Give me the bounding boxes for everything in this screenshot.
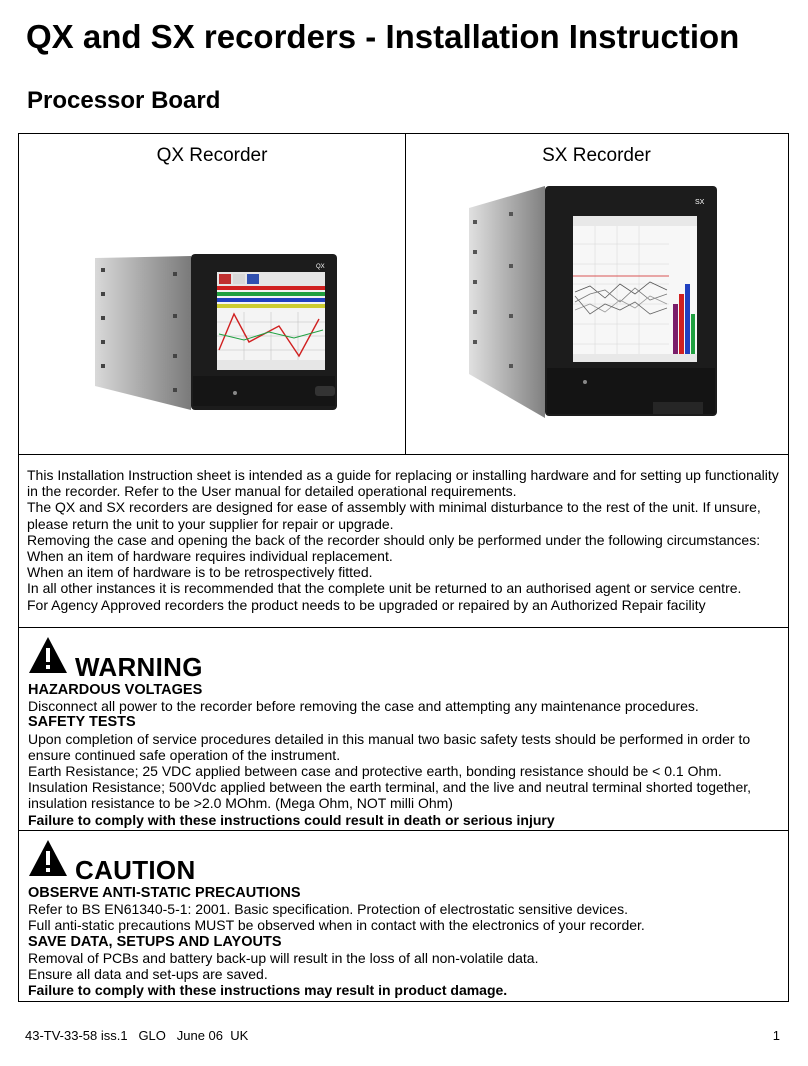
caution-text: Full anti-static precautions MUST be observed when in contact with the electronics of your recorder. [28,917,645,934]
caution-heading: CAUTION [75,855,196,885]
sx-badge: SX [695,199,705,206]
qx-column [19,134,406,454]
intro-line: When an item of hardware is to be retrospectively fitted. [27,564,373,581]
intro-line: In all other instances it is recommended that the complete unit be returned to an authorised agent or service centre. [27,580,742,597]
intro-line: For Agency Approved recorders the product needs to be upgraded or repaired by an Authorized Repair facility [27,596,706,613]
page-subtitle: Processor Board [27,87,221,114]
warning-failure-note: Failure to comply with these instructions could result in death or serious injury [28,811,555,828]
intro-line: This Installation Instruction sheet is intended as a guide for replacing or installing hardware and for setting up functionality in the recorder. Refer to the User manual for detailed operational requirements. [27,467,779,500]
intro-line: When an item of hardware requires individual replacement. [27,548,393,565]
warning-text: Upon completion of service procedures detailed in this manual two basic safety tests should be performed in order to ensure continued safe operation of the instrument. [28,730,751,763]
caution-panel [18,830,789,1002]
intro-panel [18,454,789,628]
caution-text: Removal of PCBs and battery back-up will result in the loss of all non-volatile data. [28,949,539,966]
sx-screen [573,216,697,362]
caution-failure-note: Failure to comply with these instructions may result in product damage. [28,982,508,999]
warning-text: Disconnect all power to the recorder before removing the case and attempting any maintenance procedures. [28,698,699,715]
qx-case-side [95,256,191,410]
caution-subheading: SAVE DATA, SETUPS AND LAYOUTS [28,933,282,950]
sx-recorder-image [405,164,788,454]
sx-case-side [469,186,545,418]
warning-panel [18,627,789,831]
sx-recorder-label: SX Recorder [542,145,651,166]
intro-line: Removing the case and opening the back of the recorder should only be performed under the following circumstances: [27,531,761,548]
warning-text: Insulation Resistance; 500Vdc applied between the earth terminal, and the live and neutral terminal shorted together, insulation resistance to be >2.0 MOhm. (Mega Ohm, NOT milli Ohm) [28,779,752,812]
caution-triangle-icon [28,839,68,877]
qx-badge: QX [316,264,325,270]
page-title: QX and SX recorders - Installation Instruction [26,18,740,55]
qx-recorder-label: QX Recorder [156,145,268,166]
warning-triangle-icon [28,636,68,674]
warning-subheading: HAZARDOUS VOLTAGES [28,682,203,698]
sx-column [405,134,788,454]
page-number: 1 [772,1028,780,1043]
intro-line: The QX and SX recorders are designed for ease of assembly with minimal disturbance to the rest of the unit. If unsure, please return the unit to your supplier for repair or upgrade. [27,499,761,532]
warning-subheading: SAFETY TESTS [28,714,136,731]
warning-text: Earth Resistance; 25 VDC applied between case and protective earth, bonding resistance should be < 0.1 Ohm. [28,763,722,780]
warning-heading: WARNING [75,652,203,682]
caution-subheading: OBSERVE ANTI-STATIC PRECAUTIONS [28,885,301,901]
product-images-panel [18,133,789,455]
qx-recorder-image [19,164,405,454]
caution-text: Ensure all data and set-ups are saved. [28,966,268,983]
document-code: 43-TV-33-58 iss.1 GLO June 06 UK [25,1028,249,1043]
caution-text: Refer to BS EN61340-5-1: 2001. Basic specification. Protection of electrostatic sensitive devices. [28,901,628,918]
